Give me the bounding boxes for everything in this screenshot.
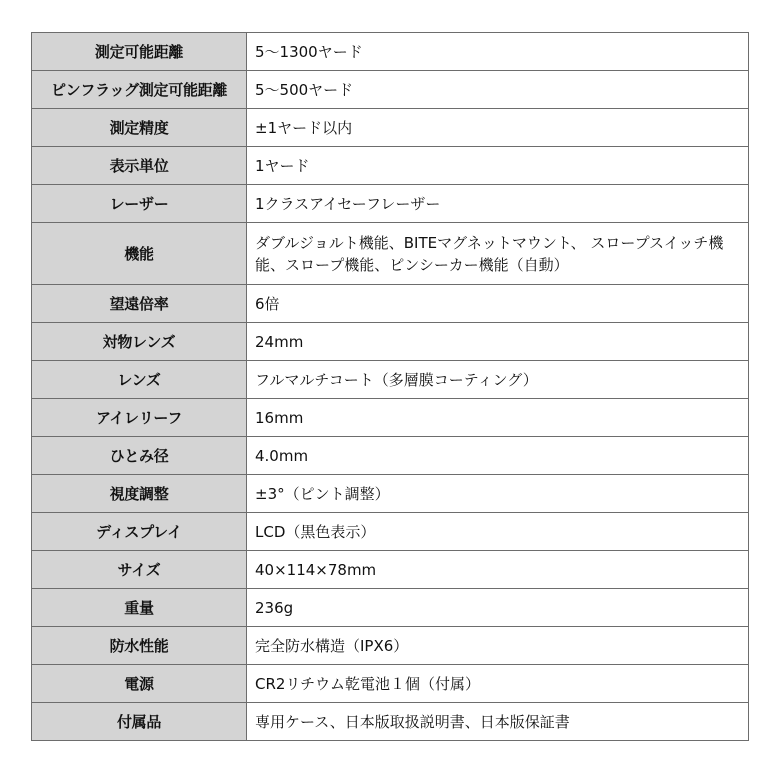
row-label: 測定精度: [32, 109, 247, 147]
row-label: 重量: [32, 589, 247, 627]
table-row: [32, 109, 749, 147]
row-label: 電源: [32, 665, 247, 703]
spec-table: [31, 32, 749, 741]
row-value: 4.0mm: [247, 437, 749, 475]
row-value: フルマルチコート（多層膜コーティング）: [247, 361, 749, 399]
table-row: [32, 147, 749, 185]
table-row: [32, 399, 749, 437]
table-row: [32, 71, 749, 109]
row-label: ピンフラッグ測定可能距離: [32, 71, 247, 109]
row-label: 表示単位: [32, 147, 247, 185]
row-value: ダブルジョルト機能、BITEマグネットマウント、 スロープスイッチ機能、スロープ機能、ピンシーカー機能（自動）: [247, 223, 749, 285]
table-row: [32, 361, 749, 399]
table-row: [32, 589, 749, 627]
row-label: ディスプレイ: [32, 513, 247, 551]
table-row: [32, 703, 749, 741]
row-label: 付属品: [32, 703, 247, 741]
row-value: 専用ケース、日本版取扱説明書、日本版保証書: [247, 703, 749, 741]
table-row: [32, 551, 749, 589]
row-label: ひとみ径: [32, 437, 247, 475]
row-label: 測定可能距離: [32, 33, 247, 71]
row-label: 防水性能: [32, 627, 247, 665]
row-value: 16mm: [247, 399, 749, 437]
row-label: レーザー: [32, 185, 247, 223]
row-value: 40×114×78mm: [247, 551, 749, 589]
row-value: 24mm: [247, 323, 749, 361]
table-row: [32, 285, 749, 323]
row-label: サイズ: [32, 551, 247, 589]
table-row: [32, 437, 749, 475]
row-value: ±3°（ピント調整）: [247, 475, 749, 513]
table-row: [32, 627, 749, 665]
row-value: LCD（黒色表示）: [247, 513, 749, 551]
table-row: [32, 223, 749, 285]
row-value: 5～500ヤード: [247, 71, 749, 109]
row-value: CR2リチウム乾電池１個（付属）: [247, 665, 749, 703]
row-label: 望遠倍率: [32, 285, 247, 323]
table-row: [32, 323, 749, 361]
row-value: 6倍: [247, 285, 749, 323]
row-label: アイレリーフ: [32, 399, 247, 437]
table-row: [32, 185, 749, 223]
row-value: 1クラスアイセーフレーザー: [247, 185, 749, 223]
row-label: レンズ: [32, 361, 247, 399]
row-value: 5～1300ヤード: [247, 33, 749, 71]
row-value: 完全防水構造（IPX6）: [247, 627, 749, 665]
row-value: ±1ヤード以内: [247, 109, 749, 147]
row-label: 視度調整: [32, 475, 247, 513]
row-label: 対物レンズ: [32, 323, 247, 361]
table-row: [32, 513, 749, 551]
row-value: 236g: [247, 589, 749, 627]
table-row: [32, 475, 749, 513]
row-label: 機能: [32, 223, 247, 285]
row-value: 1ヤード: [247, 147, 749, 185]
table-row: [32, 33, 749, 71]
table-row: [32, 665, 749, 703]
